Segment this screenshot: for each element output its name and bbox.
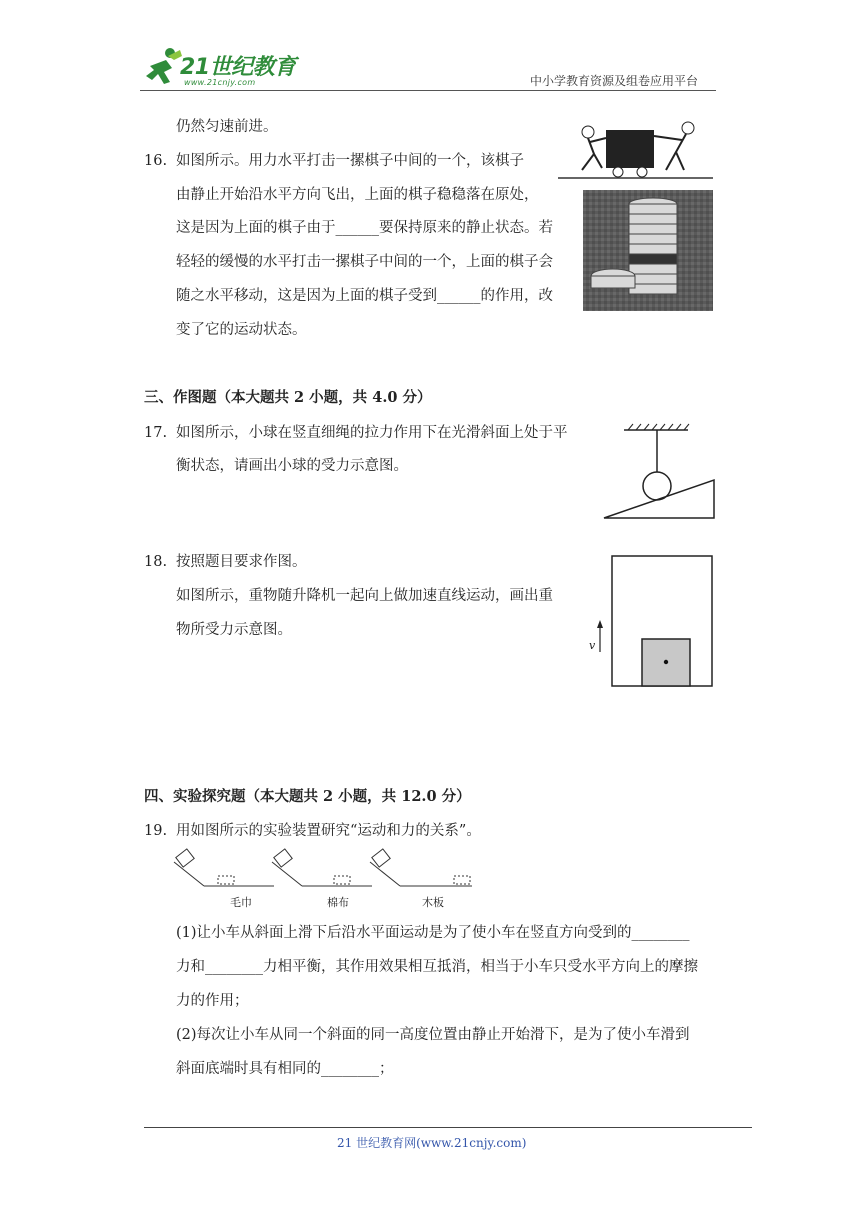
q17-line-2: 衡状态，请画出小球的受力示意图。 (176, 458, 408, 474)
q18-line-2: 如图所示，重物随升降机一起向上做加速直线运动，画出重 (176, 588, 553, 604)
q18-line-3: 物所受力示意图。 (176, 622, 292, 638)
incline-experiment-figure (172, 850, 477, 886)
q18-number: 18. (144, 554, 168, 570)
surface-label-board: 木板 (422, 896, 444, 909)
q19-intro: 用如图所示的实验装置研究“运动和力的关系”。 (176, 823, 481, 839)
q16-carryover: 仍然匀速前进。 (176, 119, 278, 135)
footer-text: 21 世纪教育网(www.21cnjy.com) (337, 1136, 527, 1150)
q16-line-3: 这是因为上面的棋子由于______要保持原来的静止状态。若 (176, 220, 553, 236)
logo-url: www.21cnjy.com (184, 78, 256, 87)
velocity-label: v (589, 639, 596, 652)
q19-line-2: 力和________力相平衡，其作用效果相互抵消，相当于小车只受水平方向上的摩擦 (176, 959, 698, 975)
elevator-figure (586, 554, 716, 690)
section4-title: 四、实验探究题（本大题共 2 小题，共 12.0 分） (144, 788, 471, 805)
surface-label-towel: 毛巾 (230, 896, 252, 909)
q19-line-5: 斜面底端时具有相同的________； (176, 1061, 394, 1077)
q17-line-1: 如图所示，小球在竖直细绳的拉力作用下在光滑斜面上处于平 (176, 425, 568, 441)
ball-on-incline-figure (600, 420, 720, 522)
q18-line-1: 按照题目要求作图。 (176, 554, 307, 570)
section3-title: 三、作图题（本大题共 2 小题，共 4.0 分） (144, 389, 432, 406)
checkers-stack-photo (583, 190, 713, 311)
logo-text: 21世纪教育 (180, 55, 296, 80)
runner-logo-icon (140, 46, 184, 90)
cart-pulling-figure (558, 118, 713, 182)
surface-label-cotton: 棉布 (327, 896, 349, 909)
header-logo (140, 44, 315, 94)
q16-number: 16. (144, 153, 168, 169)
q16-line-6: 变了它的运动状态。 (176, 322, 307, 338)
q19-number: 19. (144, 823, 168, 839)
q16-line-2: 由静止开始沿水平方向飞出，上面的棋子稳稳落在原处， (176, 187, 539, 203)
q19-line-3: 力的作用； (176, 993, 249, 1009)
q19-line-1: (1)让小车从斜面上滑下后沿水平面运动是为了使小车在竖直方向受到的________ (176, 925, 690, 941)
q17-number: 17. (144, 425, 168, 441)
q16-line-5: 随之水平移动，这是因为上面的棋子受到______的作用，改 (176, 288, 553, 304)
q19-line-4: (2)每次让小车从同一个斜面的同一高度位置由静止开始滑下，是为了使小车滑到 (176, 1027, 690, 1043)
header-rule (140, 90, 716, 91)
q16-line-1: 如图所示。用力水平打击一摞棋子中间的一个，该棋子 (176, 153, 524, 169)
q16-line-4: 轻轻的缓慢的水平打击一摞棋子中间的一个，上面的棋子会 (176, 254, 553, 270)
platform-label: 中小学教育资源及组卷应用平台 (530, 74, 699, 88)
footer-rule (144, 1127, 752, 1128)
